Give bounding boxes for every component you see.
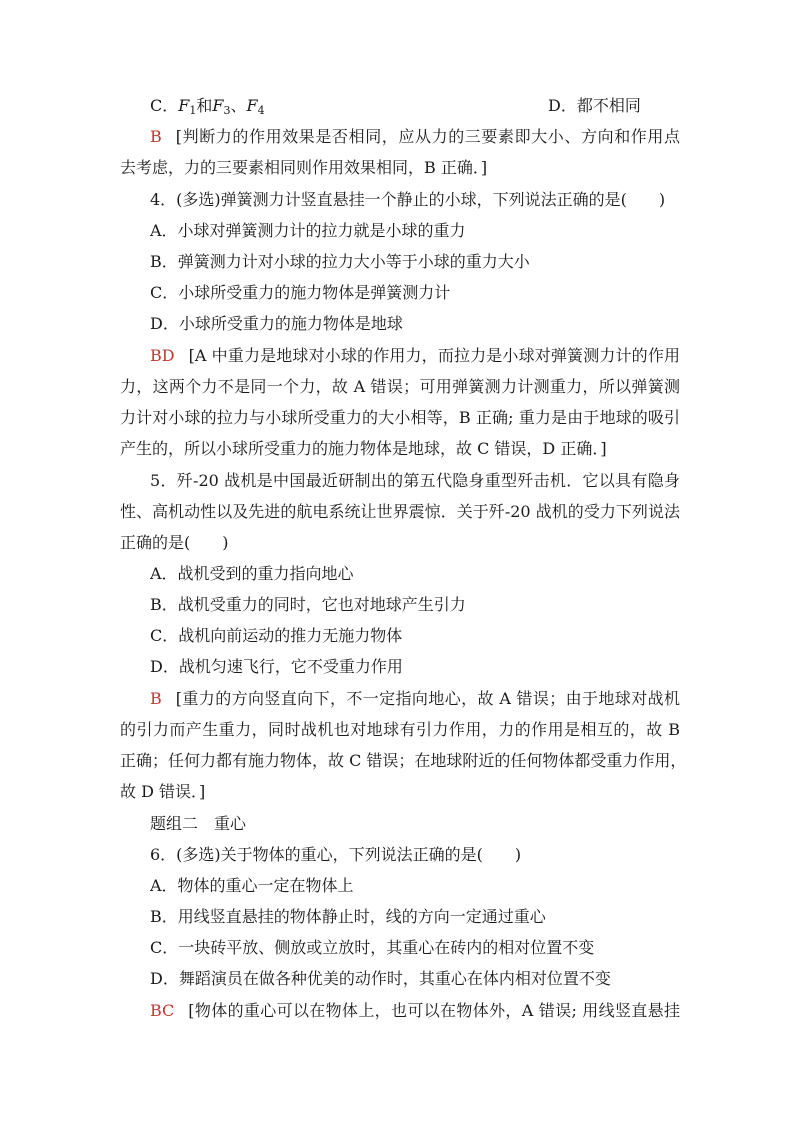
q4-answer-line-3: 力计对小球的拉力与小球所受重力的大小相等，B 正确; 重力是由于地球的吸引 xyxy=(120,408,680,427)
q6-option-b: B．用线竖直悬挂的物体静止时，线的方向一定通过重心 xyxy=(150,907,546,926)
q6-option-c: C．一块砖平放、侧放或立放时，其重心在砖内的相对位置不变 xyxy=(150,938,595,957)
q4-stem: 4．(多选)弹簧测力计竖直悬挂一个静止的小球，下列说法正确的是( ) xyxy=(150,190,666,209)
answer-key: B xyxy=(150,127,162,146)
q4-answer-line-2: 力，这两个力不是同一个力，故 A 错误；可用弹簧测力计测重力，所以弹簧测 xyxy=(120,377,680,396)
q5-answer-line-1: B [重力的方向竖直向下，不一定指向地心，故 A 错误；由于地球对战机 xyxy=(150,689,680,708)
q5-option-d: D．战机匀速飞行，它不受重力作用 xyxy=(150,657,403,676)
q6-option-a: A．物体的重心一定在物体上 xyxy=(150,876,354,895)
q3-option-d: D．都不相同 xyxy=(548,96,641,115)
q4-answer-line-1: BD [A 中重力是地球对小球的作用力，而拉力是小球对弹簧测力计的作用 xyxy=(150,346,680,365)
q3-answer-line-2: 去考虑，力的三要素相同则作用效果相同，B 正确．] xyxy=(120,158,488,177)
q4-option-b: B．弹簧测力计对小球的拉力大小等于小球的重力大小 xyxy=(150,252,530,271)
q5-stem-line-3: 正确的是( ) xyxy=(120,533,229,552)
q5-answer-line-2: 的引力而产生重力，同时战机也对地球有引力作用，力的作用是相互的，故 B xyxy=(120,720,680,739)
section-label: 题组二 xyxy=(150,814,199,833)
q5-answer-line-4: 故 D 错误．] xyxy=(120,782,206,801)
answer-key: BC xyxy=(150,1001,175,1020)
q4-option-a: A．小球对弹簧测力计的拉力就是小球的重力 xyxy=(150,221,466,240)
q3-option-c: C．$F_1$和$F_3$、$F_4$ D．都不相同 xyxy=(150,96,641,117)
section-title: 重心 xyxy=(214,814,247,833)
answer-key: B xyxy=(150,689,162,708)
q3-answer-line-1: B [判断力的作用效果是否相同，应从力的三要素即大小、方向和作用点 xyxy=(150,127,680,146)
q5-answer-line-3: 正确；任何力都有施力物体，故 C 错误；在地球附近的任何物体都受重力作用， xyxy=(120,751,687,770)
section-heading xyxy=(150,814,710,834)
answer-key: BD xyxy=(150,346,175,365)
q6-option-d: D．舞蹈演员在做各种优美的动作时，其重心在体内相对位置不变 xyxy=(150,969,611,988)
q4-option-c: C．小球所受重力的施力物体是弹簧测力计 xyxy=(150,283,451,302)
q6-answer-line-1: BC [物体的重心可以在物体上，也可以在物体外，A 错误; 用线竖直悬挂 xyxy=(150,1001,680,1020)
q4-answer-line-4: 产生的，所以小球所受重力的施力物体是地球，故 C 错误，D 正确．] xyxy=(120,439,607,458)
q5-stem-line-1: 5．歼-20 战机是中国最近研制出的第五代隐身重型歼击机．它以具有隐身 xyxy=(150,471,680,490)
q5-stem-line-2: 性、高机动性以及先进的航电系统让世界震惊．关于歼-20 战机的受力下列说法 xyxy=(120,502,680,521)
q4-option-d: D．小球所受重力的施力物体是地球 xyxy=(150,314,403,333)
q5-option-a: A．战机受到的重力指向地心 xyxy=(150,564,354,583)
q5-option-c: C．战机向前运动的推力无施力物体 xyxy=(150,626,403,645)
q5-option-b: B．战机受重力的同时，它也对地球产生引力 xyxy=(150,595,466,614)
q6-stem: 6．(多选)关于物体的重心，下列说法正确的是( ) xyxy=(150,845,522,864)
